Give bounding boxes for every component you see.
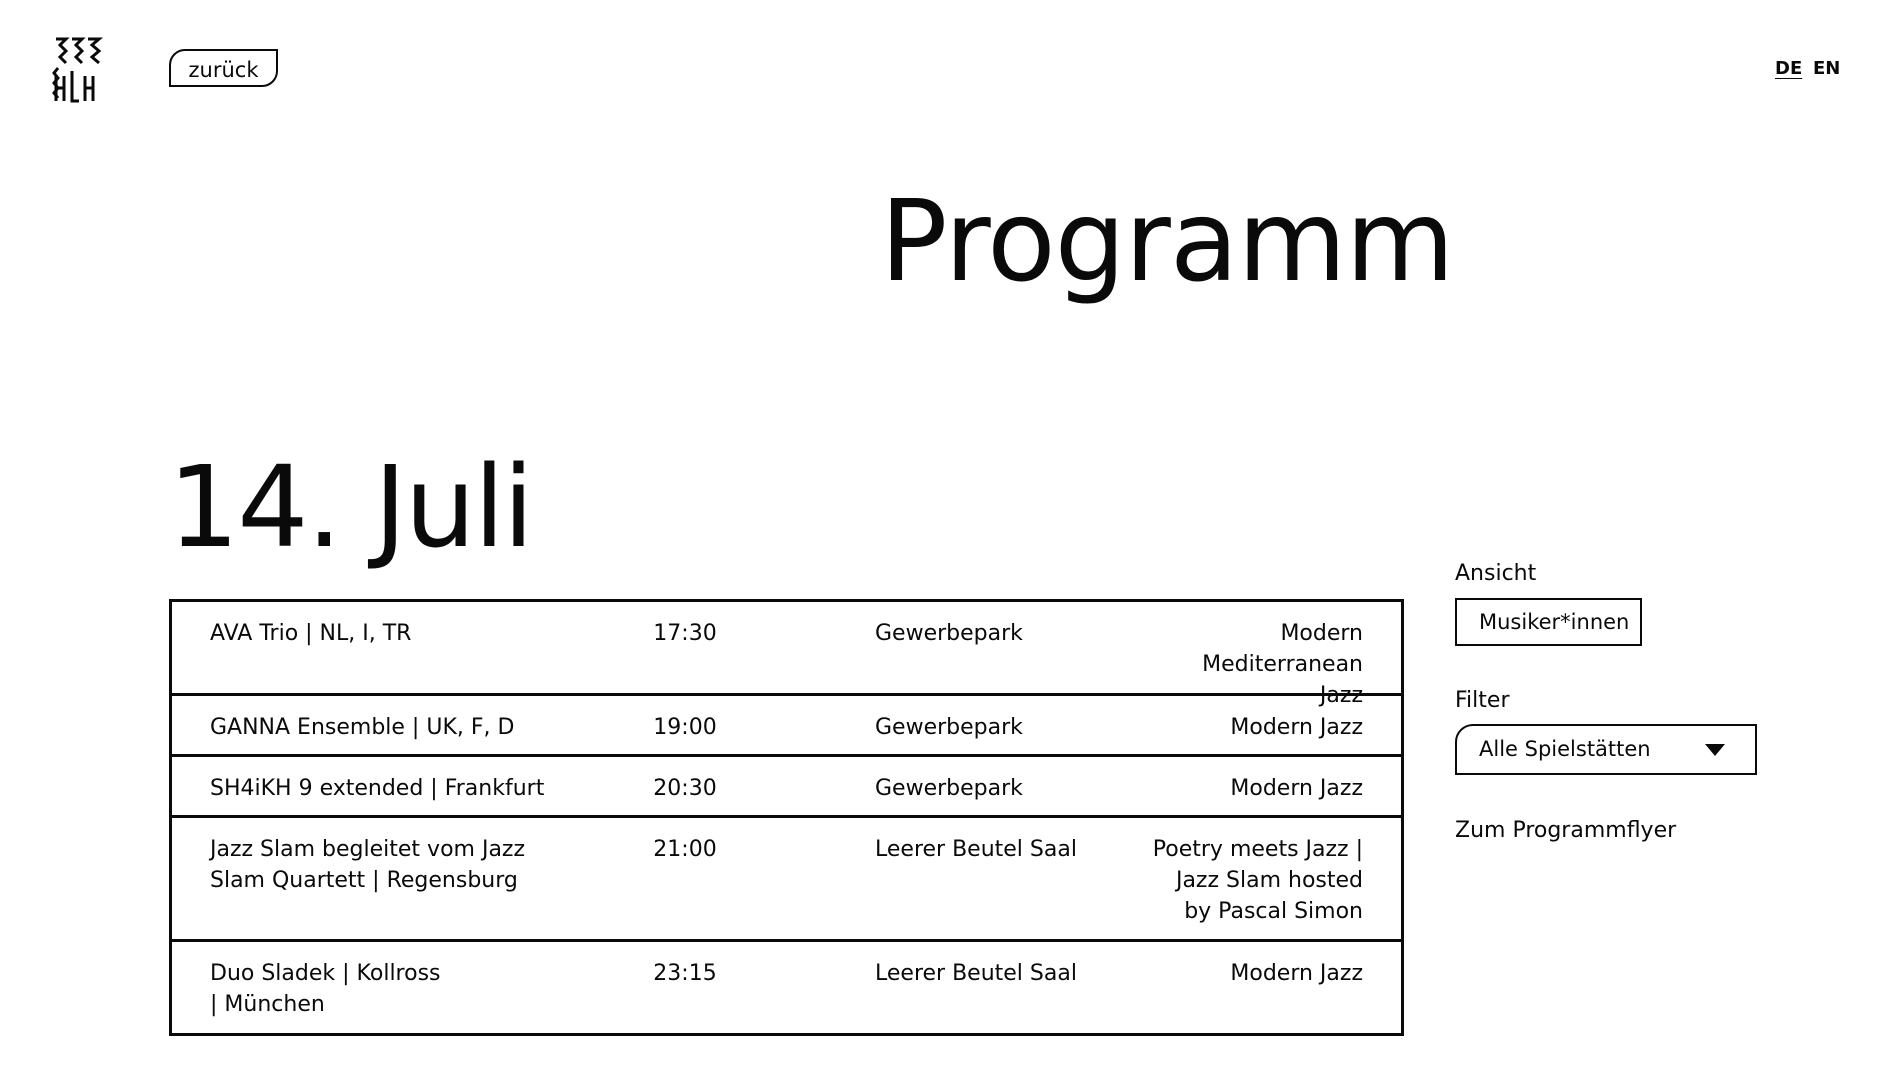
jazz-logo[interactable]: [52, 36, 104, 104]
date-heading: 14. Juli: [168, 443, 532, 573]
filter-label: Filter: [1455, 688, 1510, 713]
event-time: 21:00: [653, 837, 717, 862]
view-musicians-button[interactable]: Musiker*innen: [1455, 598, 1642, 646]
event-venue: Gewerbepark: [875, 776, 1023, 801]
event-genre: Modern Mediterranean Jazz: [1202, 621, 1363, 708]
lang-en-link[interactable]: EN: [1813, 58, 1841, 79]
event-name: GANNA Ensemble | UK, F, D: [210, 715, 515, 740]
program-table: [169, 599, 1404, 1036]
event-genre: Modern Jazz: [1230, 776, 1363, 801]
event-venue: Gewerbepark: [875, 715, 1023, 740]
event-genre: Modern Jazz: [1230, 715, 1363, 740]
event-row[interactable]: [172, 939, 1401, 1033]
event-name: Duo Sladek | Kollross | München: [210, 961, 441, 1017]
event-time: 23:15: [653, 961, 717, 986]
lang-de-link[interactable]: DE: [1775, 58, 1803, 79]
caret-down-icon: [1705, 744, 1725, 756]
page-title: Programm: [880, 177, 1454, 307]
event-genre: Poetry meets Jazz | Jazz Slam hosted by Pascal Simon: [1152, 837, 1363, 924]
event-row[interactable]: [172, 754, 1401, 815]
event-time: 20:30: [653, 776, 717, 801]
venue-filter-select[interactable]: [1455, 724, 1757, 775]
event-venue: Gewerbepark: [875, 621, 1023, 646]
program-flyer-link[interactable]: Zum Programmflyer: [1455, 818, 1677, 843]
event-name: SH4iKH 9 extended | Frankfurt: [210, 776, 545, 801]
back-button[interactable]: zurück: [169, 49, 278, 87]
event-name: Jazz Slam begleitet vom Jazz Slam Quartett | Regensburg: [210, 837, 526, 893]
event-time: 19:00: [653, 715, 717, 740]
event-name: AVA Trio | NL, I, TR: [210, 621, 412, 646]
event-venue: Leerer Beutel Saal: [875, 837, 1077, 862]
event-row[interactable]: [172, 693, 1401, 754]
event-row[interactable]: [172, 602, 1401, 708]
view-label: Ansicht: [1455, 561, 1537, 586]
event-venue: Leerer Beutel Saal: [875, 961, 1077, 986]
filter-selected-value: Alle Spielstätten: [1479, 737, 1651, 761]
event-time: 17:30: [653, 621, 717, 646]
event-genre: Modern Jazz: [1230, 961, 1363, 986]
event-row[interactable]: [172, 815, 1401, 939]
